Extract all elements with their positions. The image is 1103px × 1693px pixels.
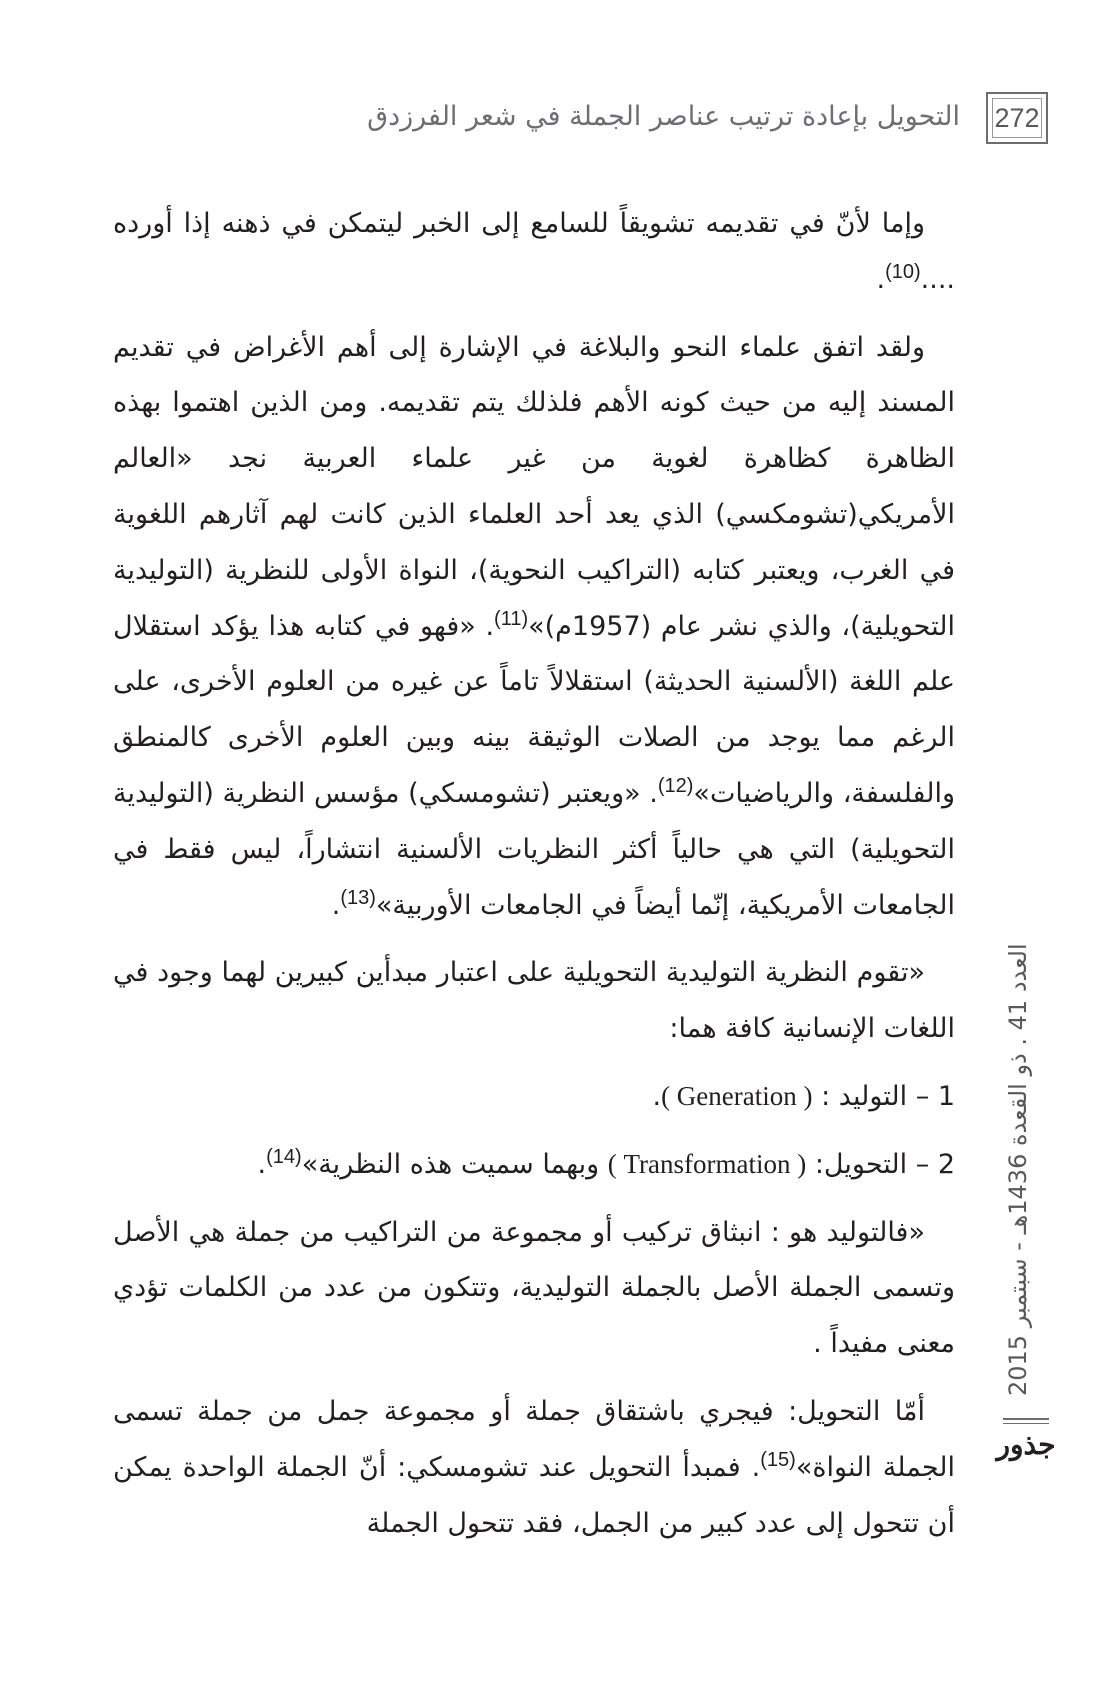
paragraph-text: . «فهو في كتابه هذا يؤكد استقلال علم اللغة (الألسنية الحديثة) استقلالاً تاماً عن غيره من العلوم الأخرى، على الرغم مما يوجد من الصلات الوثيقة بينه وبين العلوم الأخرى كالمنطق والفلسفة، والرياضيات»: [113, 610, 955, 809]
footnote-ref[interactable]: (10): [885, 260, 921, 283]
footnote-ref[interactable]: (14): [266, 1145, 302, 1168]
paragraph-text: . «ويعتبر (تشومسكي) مؤسس النظرية (التوليدية التحويلية) التي هي حالياً أكثر النظريات الألسنية انتشاراً، ليس فقط في الجامعات الأمريكية، إنّما أيضاً في الجامعات الأوربية»: [113, 777, 955, 921]
divider: [1003, 1418, 1049, 1424]
punctuation: .: [331, 889, 341, 921]
list-item: [113, 1069, 955, 1125]
punctuation: .: [652, 1080, 662, 1112]
page-number: 272: [986, 92, 1048, 144]
footnote-ref[interactable]: (15): [760, 1448, 796, 1471]
paragraph: [113, 1205, 955, 1372]
footnote-ref[interactable]: (11): [494, 607, 529, 630]
article-body: [113, 196, 955, 1563]
footnote-ref[interactable]: (13): [340, 886, 376, 909]
paragraph: [113, 1384, 955, 1551]
punctuation: .: [876, 263, 886, 295]
paragraph-text: ولقد اتفق علماء النحو والبلاغة في الإشارة إلى أهم الأغراض في تقديم المسند إليه من حيث كونه الأهم فلذلك يتم تقديمه. ومن الذين اهتموا بهذه الظاهرة كظاهرة لغوية من غير علماء العربية نجد «العالم الأمريكي(تشومكسي) الذي يعد أحد العلماء الذين كانت لهم آثارهم اللغوية في الغرب، ويعتبر كتابه (التراكيب النحوية)، النواة الأولى للنظرية (التوليدية التحويلية)، والذي نشر عام (1957م)»: [113, 331, 955, 642]
issue-info: العدد 41 . ذو القعدة 1436هـ - سبتمبر 2015: [1004, 943, 1032, 1396]
list-item-text: وبهما سميت هذه النظرية»: [301, 1148, 600, 1180]
term-english: ( Generation ): [661, 1080, 813, 1111]
list-item-label: 1 – التوليد :: [821, 1080, 955, 1112]
paragraph: [113, 945, 955, 1057]
paragraph-text: وإما لأنّ في تقديمه تشويقاً للسامع إلى الخبر ليتمكن في ذهنه إذا أورده ....: [113, 208, 955, 295]
running-title: التحويل بإعادة ترتيب عناصر الجملة في شعر الفرزدق: [367, 101, 960, 132]
punctuation: .: [257, 1148, 267, 1180]
paragraph-text: أمّا التحويل: فيجري باشتقاق جملة أو مجموعة جمل من جملة تسمى الجملة النواة»: [113, 1395, 955, 1483]
list-item-label: 2 – التحويل:: [814, 1148, 955, 1180]
paragraph: [113, 320, 955, 934]
footnote-ref[interactable]: (12): [657, 774, 694, 797]
paragraph: [113, 196, 955, 308]
paragraph-text: «فالتوليد هو : انبثاق تركيب أو مجموعة من التراكيب من جملة هي الأصل وتسمى الجملة الأصل بالجملة التوليدية، وتتكون من عدد من الكلمات تؤدي معنى مفيداً .: [113, 1216, 955, 1360]
list-item: [113, 1137, 955, 1193]
term-english: ( Transformation ): [607, 1148, 807, 1179]
paragraph-text: . فمبدأ التحويل عند تشومسكي: أنّ الجملة الواحدة يمكن أن تتحول إلى عدد كبير من الجمل، فقد تتحول الجملة: [113, 1451, 955, 1539]
journal-logo: جذور: [996, 1428, 1056, 1461]
paragraph-text: «تقوم النظرية التوليدية التحويلية على اعتبار مبدأين كبيرين لهما وجود في اللغات الإنسانية كافة هما:: [113, 957, 955, 1045]
